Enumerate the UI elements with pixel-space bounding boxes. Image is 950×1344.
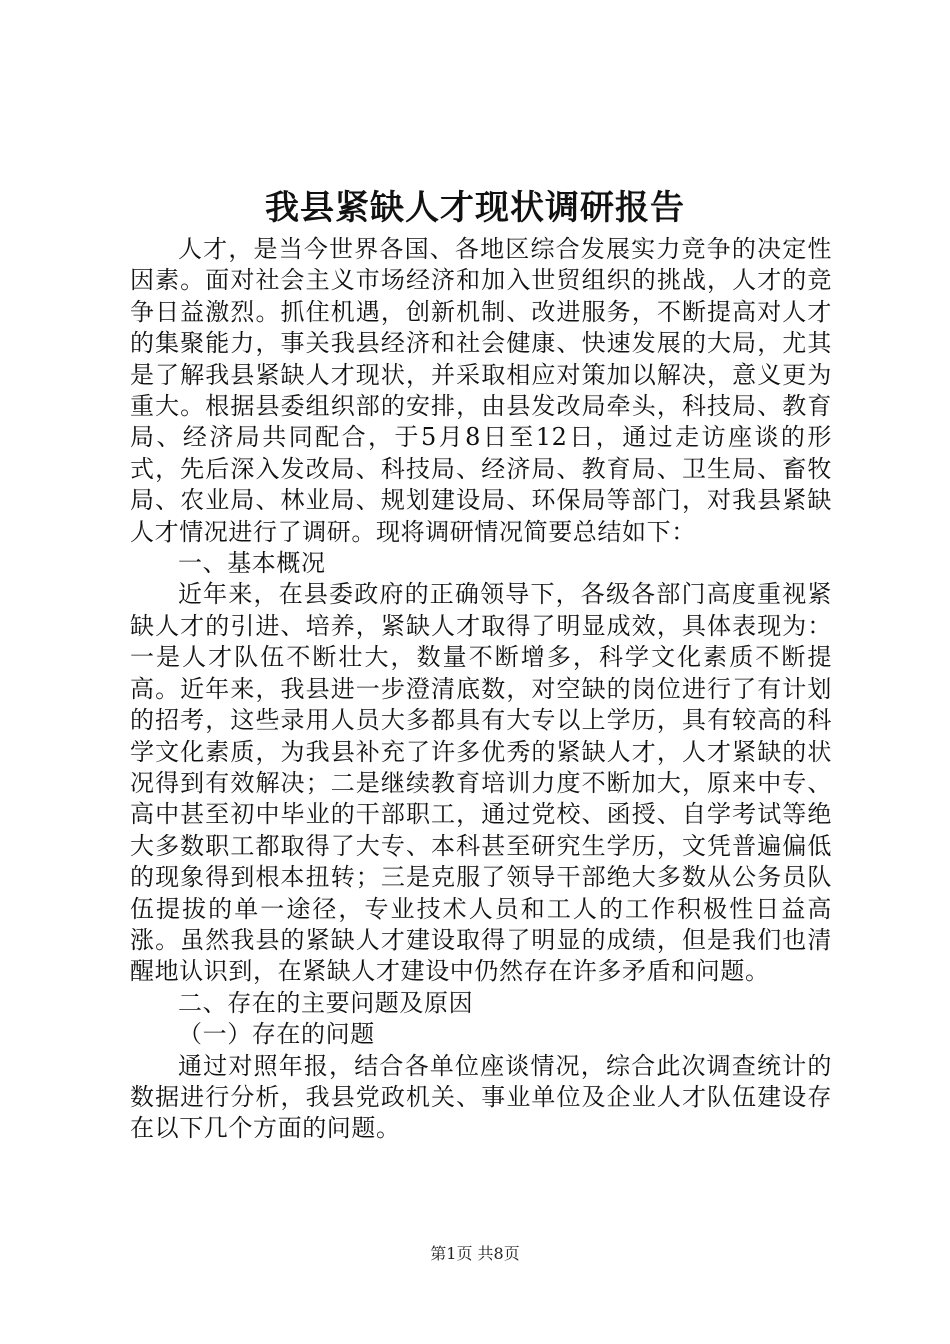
subsection-heading-issues: （一）存在的问题 xyxy=(178,1020,375,1049)
intro-paragraph: 人才，是当今世界各国、各地区综合发展实力竞争的决定性因素。面对社会主义市场经济和加入世贸组织的挑战，人才的竞争日益激烈。抓住机遇，创新机制、改进服务，不断提高对人才的集聚能力，事关我县经济和社会健康、快速发展的大局，尤其是了解我县紧缺人才现状，并采取相应对策加以解决，意义更为重大。根据县委组织部的安排，由县发改局牵头，科技局、教育局、经济局共同配合，于5月8日至12日，通过走访座谈的形式，先后深入发改局、科技局、经济局、教育局、卫生局、畜牧局、农业局、林业局、规划建设局、环保局等部门，对我县紧缺人才情况进行了调研。现将调研情况简要总结如下： xyxy=(130,235,832,546)
document-title: 我县紧缺人才现状调研报告 xyxy=(265,188,685,228)
document-body xyxy=(130,234,832,1145)
page-number-footer: 第1页 共8页 xyxy=(430,1244,520,1263)
issues-paragraph: 通过对照年报，结合各单位座谈情况，综合此次调查统计的数据进行分析，我县党政机关、事业单位及企业人才队伍建设存在以下几个方面的问题。 xyxy=(130,1051,832,1143)
overview-paragraph: 近年来，在县委政府的正确领导下，各级各部门高度重视紧缺人才的引进、培养，紧缺人才取得了明显成效，具体表现为：一是人才队伍不断壮大，数量不断增多，科学文化素质不断提高。近年来，我县进一步澄清底数，对空缺的岗位进行了有计划的招考，这些录用人员大多都具有大专以上学历，具有较高的科学文化素质，为我县补充了许多优秀的紧缺人才，人才紧缺的状况得到有效解决；二是继续教育培训力度不断加大，原来中专、高中甚至初中毕业的干部职工，通过党校、函授、自学考试等绝大多数职工都取得了大专、本科甚至研究生学历，文凭普遍偏低的现象得到根本扭转；三是克服了领导干部绝大多数从公务员队伍提拔的单一途径，专业技术人员和工人的工作积极性日益高涨。虽然我县的紧缺人才建设取得了明显的成绩，但是我们也清醒地认识到，在紧缺人才建设中仍然存在许多矛盾和问题。 xyxy=(130,580,832,986)
section-heading-overview: 一、基本概况 xyxy=(178,549,326,578)
section-heading-problems: 二、存在的主要问题及原因 xyxy=(178,988,474,1017)
